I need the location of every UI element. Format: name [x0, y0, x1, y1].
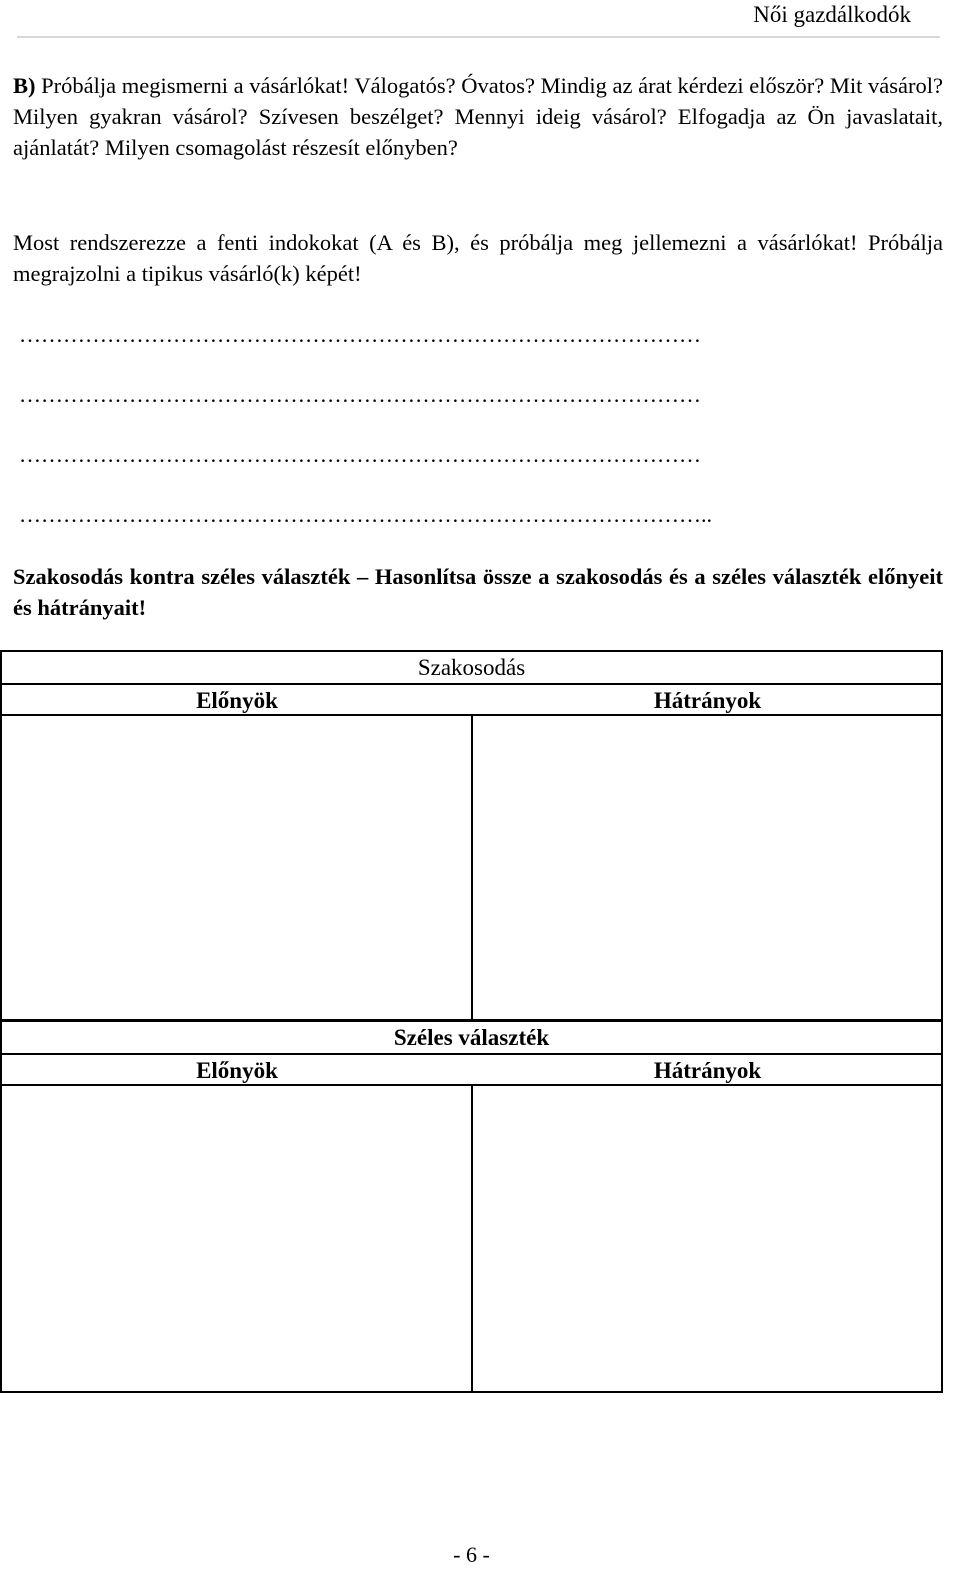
header-title: Női gazdálkodók — [753, 2, 911, 27]
section-b-paragraph — [13, 70, 943, 163]
answer-line-4[interactable]: ………………………………………………………………………………….. — [19, 504, 712, 526]
advantages-cell[interactable] — [2, 716, 472, 1019]
disadvantages-cell[interactable] — [472, 1086, 943, 1391]
systematize-paragraph: Most rendszerezze a fenti indokokat (A és B), és próbálja meg jellemezni a vásárlókat! Próbálja megrajzolni a tipikus vásárló(k) képét! — [13, 230, 943, 286]
specialization-paragraph: Szakosodás kontra széles választék – Hasonlítsa össze a szakosodás és a széles választék előnyeit és hátrányait! — [13, 564, 943, 620]
column-header-disadvantages: Hátrányok — [653, 688, 762, 713]
advantages-cell[interactable] — [2, 1086, 472, 1391]
answer-line-3[interactable]: ………………………………………………………………………………… — [19, 444, 701, 466]
header-divider — [17, 36, 940, 38]
page-number: - 6 - — [453, 1542, 490, 1567]
specialization-table — [0, 650, 943, 1021]
table-title: Széles választék — [393, 1025, 550, 1050]
section-b-label: B) — [13, 73, 36, 98]
answer-line-1[interactable]: ………………………………………………………………………………… — [19, 324, 701, 346]
column-header-advantages: Előnyök — [196, 1058, 278, 1083]
column-header-advantages: Előnyök — [196, 688, 278, 713]
answer-line-2[interactable]: ………………………………………………………………………………… — [19, 384, 701, 406]
table-title: Szakosodás — [417, 655, 526, 680]
column-header-disadvantages: Hátrányok — [653, 1058, 762, 1083]
section-b-text: Próbálja megismerni a vásárlókat! Válogatós? Óvatos? Mindig az árat kérdezi először? Mit vásárol? Milyen gyakran vásárol? Szívesen beszélget? Mennyi ideig vásárol? Elfogadja az Ön javaslatait, ajánlatát? Milyen csomagolást részesít előnyben? — [13, 73, 943, 160]
disadvantages-cell[interactable] — [472, 716, 943, 1019]
wide-range-table — [0, 1020, 943, 1393]
